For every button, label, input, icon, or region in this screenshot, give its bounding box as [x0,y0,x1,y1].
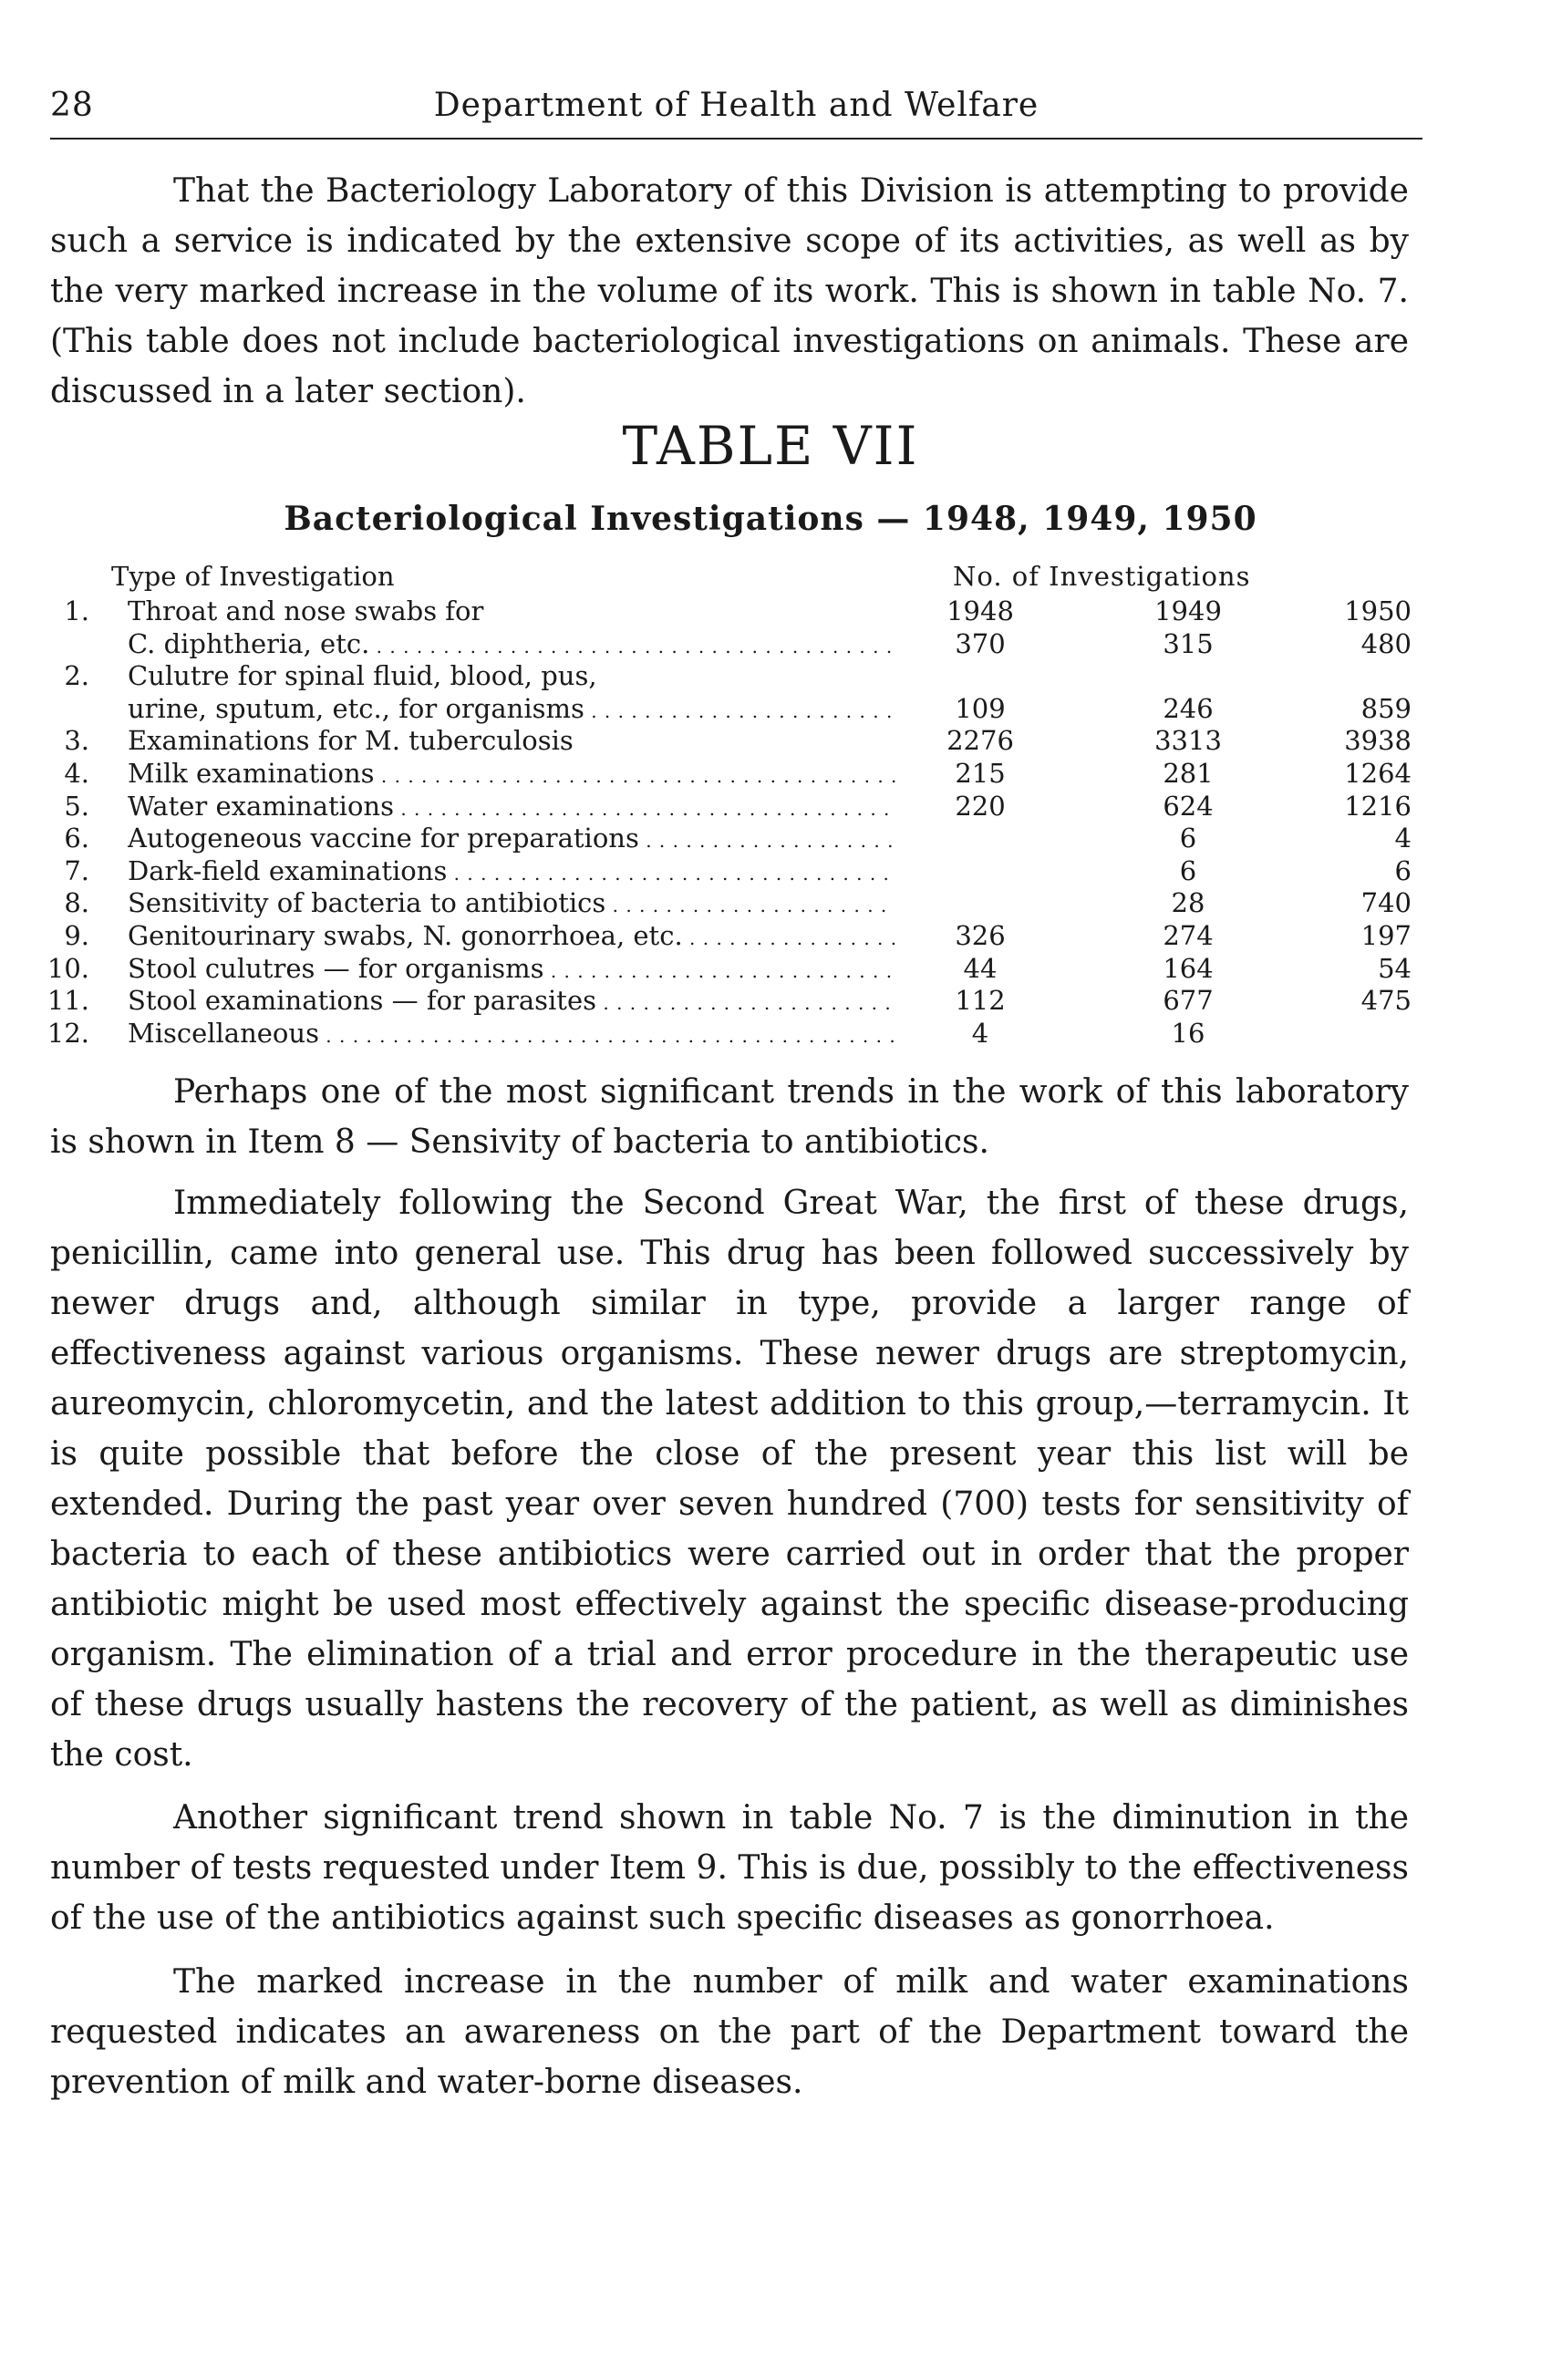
table-row [0,757,1541,790]
investigation-type: Water examinations . . . [128,790,895,823]
count-1948: 112 [955,985,1006,1016]
table-row [0,790,1541,823]
count-1949: 274 [1163,920,1214,951]
table-row [0,886,1541,919]
column-header-count: No. of Investigations [953,561,1251,592]
table-row [0,822,1541,854]
investigation-type: Miscellaneous . . . [128,1017,895,1050]
count-1950: 54 [1378,953,1412,984]
count-1950: 475 [1360,985,1412,1016]
row-number: 8. [64,887,89,918]
row-number: 7. [64,855,89,886]
count-1948: 109 [955,693,1006,724]
investigation-type: Dark-field examinations . . . [128,854,895,887]
count-1949: 6 [1179,823,1197,854]
table-row [0,724,1541,757]
table-row [0,854,1541,887]
count-1949: 3313 [1154,725,1222,756]
count-1950: 3938 [1344,725,1412,756]
count-1949: 6 [1179,855,1197,886]
item9-paragraph [50,1793,1409,1943]
antibiotics-paragraph-text: Immediately following the Second Great War, the first of these drugs, penicillin, came into general use. This drug has been followed successively by newer drugs and, although similar in type, provide a larger range of effectiveness against various organisms. These newer drugs are streptomycin, aureomycin, chloromycetin, and the latest addition to this group,—terramycin. It is quite possible that before the close of the present year this list will be extended. During the past year over seven hundred (700) tests for sensitivity of bacteria to each of these antibiotics were carried out in order that the proper antibiotic might be used most effectively against the specific disease-producing organism. The elimination of a trial and error procedure in the therapeutic use of these drugs usually hastens the recovery of the patient, as well as diminishes the cost. [50,1185,1409,1774]
count-1949: 315 [1163,628,1214,659]
investigation-type: Autogeneous vaccine for preparations . . . [128,822,895,854]
count-1948: 220 [955,791,1006,822]
investigation-type: Genitourinary swabs, N. gonorrhoea, etc. . . . [128,919,895,952]
table-subtitle: Bacteriological Investigations — 1948, 1949, 1950 [284,500,1257,538]
table-row [0,627,1541,660]
row-number: 4. [64,758,89,789]
table-row [0,952,1541,985]
page-number: 28 [50,87,94,124]
trend-paragraph [50,1067,1409,1167]
investigation-type: Stool examinations — for parasites . . . [128,984,895,1017]
count-1948: 2276 [946,725,1014,756]
row-number: 3. [64,725,89,756]
investigation-type: Sensitivity of bacteria to antibiotics . . . [128,886,895,919]
antibiotics-paragraph [50,1178,1409,1780]
item9-paragraph-text: Another significant trend shown in table No. 7 is the diminution in the number of tests requested under Item 9. This is due, possibly to the effectiveness of the use of the antibiotics against such specific diseases as gonorrhoea. [50,1799,1409,1937]
count-1950: 197 [1360,920,1412,951]
row-number: 9. [64,920,89,951]
investigation-type: C. diphtheria, etc. . . . [128,627,895,660]
count-1949: 1949 [1154,595,1222,626]
count-1949: 16 [1171,1018,1205,1049]
row-number: 12. [47,1018,89,1049]
investigation-type: Milk examinations . . . [128,757,895,790]
milk-water-paragraph [50,1957,1409,2107]
row-number: 10. [47,953,89,984]
row-number: 2. [64,660,89,691]
table-row [0,659,1541,692]
count-1948: 370 [955,628,1006,659]
count-1950: 6 [1394,855,1412,886]
count-1948: 326 [955,920,1006,951]
table-row [0,919,1541,952]
trend-paragraph-text: Perhaps one of the most significant trends in the work of this laboratory is shown in Item 8 — Sensivity of bacteria to antibiotics. [50,1073,1409,1161]
row-number: 1. [64,595,89,626]
milk-water-paragraph-text: The marked increase in the number of milk and water examinations requested indicates an awareness on the part of the Department toward the prevention of milk and water-borne diseases. [50,1963,1409,2101]
row-number: 11. [47,985,89,1016]
investigation-type: Throat and nose swabs for [128,595,484,626]
table-row [0,1017,1541,1050]
table-row [0,692,1541,725]
count-1950: 1950 [1344,595,1412,626]
count-1950: 1216 [1344,791,1412,822]
row-number: 5. [64,791,89,822]
investigations-table [0,0,1541,1094]
count-1950: 1264 [1344,758,1412,789]
investigation-type: Stool culutres — for organisms . . . [128,952,895,985]
row-number: 6. [64,823,89,854]
investigation-type: Examinations for M. tuberculosis [128,725,574,756]
count-1949: 677 [1163,985,1214,1016]
investigation-type: Culutre for spinal fluid, blood, pus, [128,660,597,691]
count-1950: 859 [1360,693,1412,724]
intro-paragraph-text: That the Bacteriology Laboratory of this Division is attempting to provide such a service is indicated by the extensive scope of its activities, as well as by the very marked increase in the volume of its work. This is shown in table No. 7. (This table does not include bacteriological investigations on animals. These are discussed in a later section). [50,172,1409,410]
count-1948: 1948 [946,595,1014,626]
count-1949: 246 [1163,693,1214,724]
running-title: Department of Health and Welfare [433,87,1039,124]
table-row [0,595,1541,627]
count-1948: 4 [971,1018,989,1049]
table-row [0,984,1541,1017]
count-1950: 480 [1360,628,1412,659]
table-title: TABLE VII [622,415,919,477]
count-1949: 624 [1163,791,1214,822]
count-1948: 44 [963,953,998,984]
count-1949: 28 [1171,887,1205,918]
investigation-type: urine, sputum, etc., for organisms . . . [128,692,895,725]
count-1948: 215 [955,758,1006,789]
count-1949: 164 [1163,953,1214,984]
count-1949: 281 [1163,758,1214,789]
column-header-type: Type of Investigation [111,561,395,592]
count-1950: 740 [1360,887,1412,918]
count-1950: 4 [1394,823,1412,854]
